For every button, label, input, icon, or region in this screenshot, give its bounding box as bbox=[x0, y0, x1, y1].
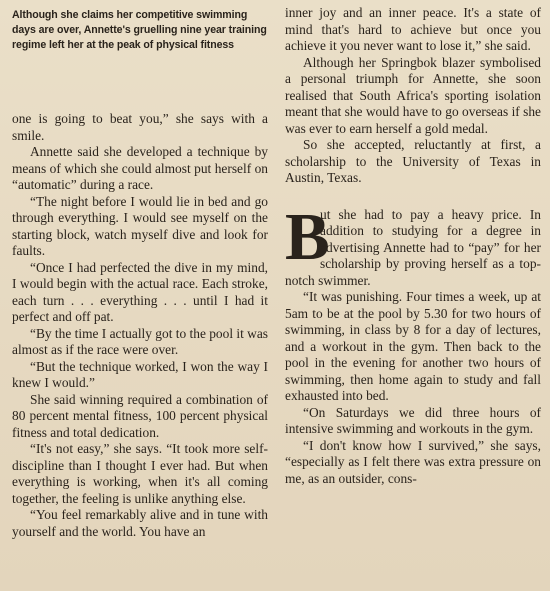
dropcap-paragraph bbox=[285, 199, 541, 290]
right-column-text bbox=[285, 5, 541, 487]
paragraph: Annette said she developed a technique by means of which she could almost put herself on “automatic” during a race. bbox=[12, 144, 268, 192]
paragraph: “On Saturdays we did three hours of intensive swimming and workouts in the gym. bbox=[285, 404, 541, 436]
paragraph: “It's not easy,” she says. “It took more self-discipline than I thought I ever had. But when everything is working, when it's all coming together, the feeling is unlike anything else. bbox=[12, 441, 268, 506]
paragraph: “The night before I would lie in bed and go through everything. I would see myself on the starting block, watch myself dive and look for faults. bbox=[12, 193, 268, 258]
paragraph: She said winning required a combination of 80 percent mental fitness, 100 percent physical fitness and total dedication. bbox=[12, 391, 268, 440]
paragraph: inner joy and an inner peace. It's a state of mind that's hard to achieve but once you achieve it you never want to lose it,” she said. bbox=[285, 5, 541, 53]
paragraph: “By the time I actually got to the pool it was almost as if the race were over. bbox=[12, 325, 269, 357]
paragraph: “It was punishing. Four times a week, up at 5am to be at the pool by 5.30 for two hours of swimming, in class by 8 for a day of lectures, and a workout in the gym. Then back to the pool in the evening for another two hours of swimming, then home again to study and fall exhausted into bed. bbox=[285, 289, 541, 403]
left-column-text bbox=[12, 111, 268, 540]
drop-cap-letter: B bbox=[285, 199, 330, 274]
right-column bbox=[285, 0, 541, 487]
dropcap-paragraph-text: ut she had to pay a heavy price. In addition to studying for a degree in advertising Annette had to “pay” for her scholarship by proving herself as a top-notch swimmer. bbox=[285, 206, 541, 288]
paragraph: Although her Springbok blazer symbolised a personal triumph for Annette, she soon realised that South Africa's sporting isolation meant that she would have to go overseas if she was ever to earn herself a gold medal. bbox=[285, 54, 541, 136]
paragraph: “You feel remarkably alive and in tune with yourself and the world. You have an bbox=[12, 507, 268, 539]
paragraph: “Once I had perfected the dive in my mind, I would begin with the actual race. Each stroke, each turn . . . everything . . . until I had it perfect and off pat. bbox=[12, 259, 268, 324]
left-column bbox=[12, 0, 268, 540]
paragraph: “I don't know how I survived,” she says, “especially as I felt there was extra pressure on me, as an outsider, cons- bbox=[285, 437, 541, 486]
paragraph: one is going to beat you,” she says with a smile. bbox=[12, 111, 268, 143]
photo-caption: Although she claims her competitive swimming days are over, Annette's gruelling nine year training regime left her at the peak of physical fitness bbox=[12, 9, 267, 51]
paragraph: So she accepted, reluctantly at first, a scholarship to the University of Texas in Austin, Texas. bbox=[285, 137, 541, 185]
paragraph: “But the technique worked, I won the way I knew I would.” bbox=[12, 358, 268, 390]
